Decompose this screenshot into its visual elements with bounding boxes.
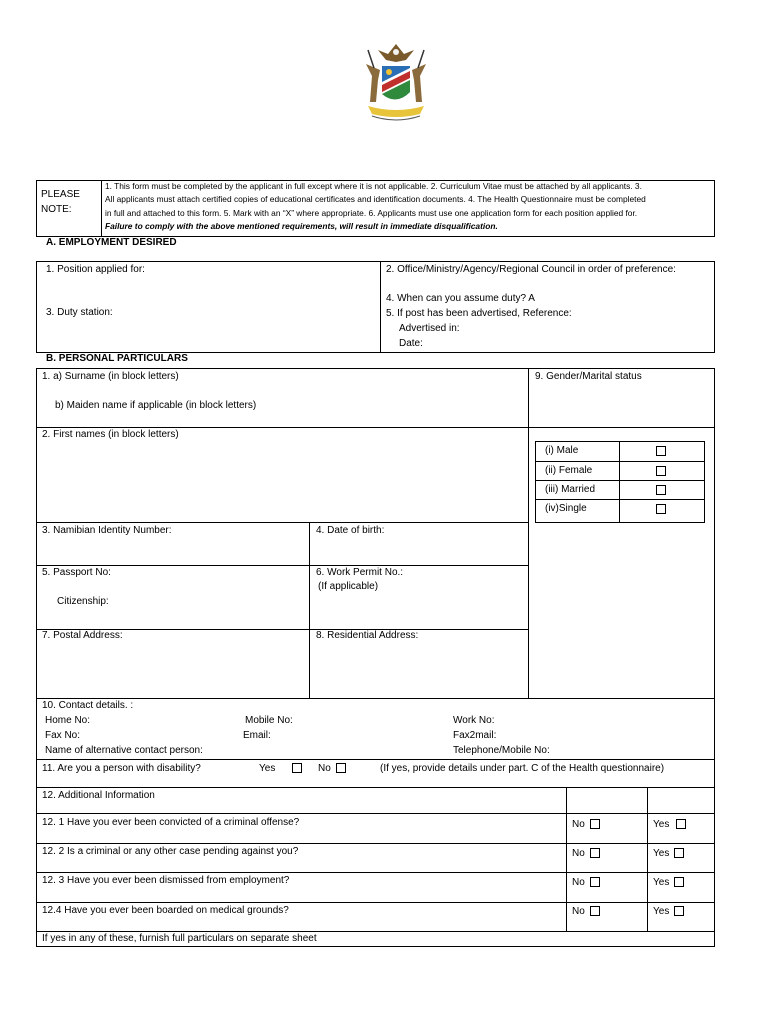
mobile-number-field[interactable]: Mobile No: xyxy=(245,715,293,726)
q2-yes-label: Yes xyxy=(653,848,670,859)
q2-no-label: No xyxy=(572,848,585,859)
disability-yes-checkbox[interactable] xyxy=(292,763,302,773)
advertised-reference-field[interactable]: 5. If post has been advertised, Reference: xyxy=(386,308,572,319)
home-number-field[interactable]: Home No: xyxy=(45,715,91,726)
note-warning: Failure to comply with the above mentioned requirements, will result in immediate disqualification. xyxy=(105,221,498,231)
advertised-in-field[interactable]: Advertised in: xyxy=(399,323,460,334)
single-checkbox[interactable] xyxy=(656,504,666,514)
telephone-mobile-field[interactable]: Telephone/Mobile No: xyxy=(453,745,550,756)
status-option-female: (ii) Female xyxy=(545,465,593,476)
surname-field[interactable]: 1. a) Surname (in block letters) xyxy=(42,371,179,382)
question-case-pending: 12. 2 Is a criminal or any other case pending against you? xyxy=(42,846,299,857)
question-medical-grounds: 12.4 Have you ever been boarded on medical grounds? xyxy=(42,905,289,916)
if-applicable-label: (If applicable) xyxy=(318,581,379,592)
position-applied-field[interactable]: 1. Position applied for: xyxy=(46,264,145,275)
disability-question: 11. Are you a person with disability? xyxy=(42,763,201,774)
email-field[interactable]: Email: xyxy=(243,730,271,741)
status-option-married: (iii) Married xyxy=(545,484,595,495)
work-number-field[interactable]: Work No: xyxy=(453,715,495,726)
q3-yes-label: Yes xyxy=(653,877,670,888)
alternative-contact-field[interactable]: Name of alternative contact person: xyxy=(45,745,203,756)
please-note-label-2: NOTE: xyxy=(41,204,72,215)
assume-duty-field[interactable]: 4. When can you assume duty? A xyxy=(386,293,535,304)
disability-no-checkbox[interactable] xyxy=(336,763,346,773)
disability-no-label: No xyxy=(318,763,331,774)
q2-no-checkbox[interactable] xyxy=(590,848,600,858)
work-permit-field[interactable]: 6. Work Permit No.: xyxy=(316,567,404,578)
section-b-title: B. PERSONAL PARTICULARS xyxy=(46,353,188,364)
contact-details-title: 10. Contact details. : xyxy=(42,700,134,711)
status-option-single: (iv)Single xyxy=(545,503,587,514)
question-criminal-offense: 12. 1 Have you ever been convicted of a criminal offense? xyxy=(42,817,300,828)
disability-yes-label: Yes xyxy=(259,763,276,774)
duty-station-field[interactable]: 3. Duty station: xyxy=(46,307,113,318)
advertised-date-field[interactable]: Date: xyxy=(399,338,423,349)
q4-no-checkbox[interactable] xyxy=(590,906,600,916)
q4-yes-checkbox[interactable] xyxy=(674,906,684,916)
q1-yes-label: Yes xyxy=(653,819,670,830)
married-checkbox[interactable] xyxy=(656,485,666,495)
additional-info-title: 12. Additional Information xyxy=(42,790,155,801)
disability-note: (If yes, provide details under part. C of the Health questionnaire) xyxy=(380,763,665,774)
note-line-1: 1. This form must be completed by the applicant in full except where it is not applicable. 2. Curriculum Vitae must be attached by all applicants. 3. xyxy=(105,181,642,191)
q3-yes-checkbox[interactable] xyxy=(674,877,684,887)
section-a-title: A. EMPLOYMENT DESIRED xyxy=(46,237,177,248)
q1-yes-checkbox[interactable] xyxy=(676,819,686,829)
question-dismissed: 12. 3 Have you ever been dismissed from employment? xyxy=(42,875,290,886)
additional-info-table xyxy=(36,787,715,947)
q4-yes-label: Yes xyxy=(653,906,670,917)
citizenship-field[interactable]: Citizenship: xyxy=(57,596,109,607)
coat-of-arms-emblem xyxy=(358,40,434,126)
q2-yes-checkbox[interactable] xyxy=(674,848,684,858)
passport-field[interactable]: 5. Passport No: xyxy=(42,567,111,578)
gender-marital-label: 9. Gender/Marital status xyxy=(535,371,642,382)
note-line-2: All applicants must attach certified copies of educational certificates and identification documents. 4. The Health Questionnaire must be completed xyxy=(105,194,646,204)
postal-address-field[interactable]: 7. Postal Address: xyxy=(42,630,123,641)
note-line-3: in full and attached to this form. 5. Mark with an “X” where appropriate. 6. Applicants must use one application form for each position applied for. xyxy=(105,208,638,218)
q1-no-checkbox[interactable] xyxy=(590,819,600,829)
office-preference-field[interactable]: 2. Office/Ministry/Agency/Regional Council in order of preference: xyxy=(386,264,676,275)
male-checkbox[interactable] xyxy=(656,446,666,456)
please-note-label: PLEASE xyxy=(41,189,80,200)
date-of-birth-field[interactable]: 4. Date of birth: xyxy=(316,525,385,536)
fax2mail-field[interactable]: Fax2mail: xyxy=(453,730,497,741)
q3-no-label: No xyxy=(572,877,585,888)
first-names-field[interactable]: 2. First names (in block letters) xyxy=(42,429,179,440)
particulars-footer-note: If yes in any of these, furnish full particulars on separate sheet xyxy=(42,933,317,944)
status-option-male: (i) Male xyxy=(545,445,579,456)
residential-address-field[interactable]: 8. Residential Address: xyxy=(316,630,419,641)
q4-no-label: No xyxy=(572,906,585,917)
identity-number-field[interactable]: 3. Namibian Identity Number: xyxy=(42,525,172,536)
q3-no-checkbox[interactable] xyxy=(590,877,600,887)
q1-no-label: No xyxy=(572,819,585,830)
female-checkbox[interactable] xyxy=(656,466,666,476)
maiden-name-field[interactable]: b) Maiden name if applicable (in block letters) xyxy=(55,400,257,411)
fax-number-field[interactable]: Fax No: xyxy=(45,730,81,741)
